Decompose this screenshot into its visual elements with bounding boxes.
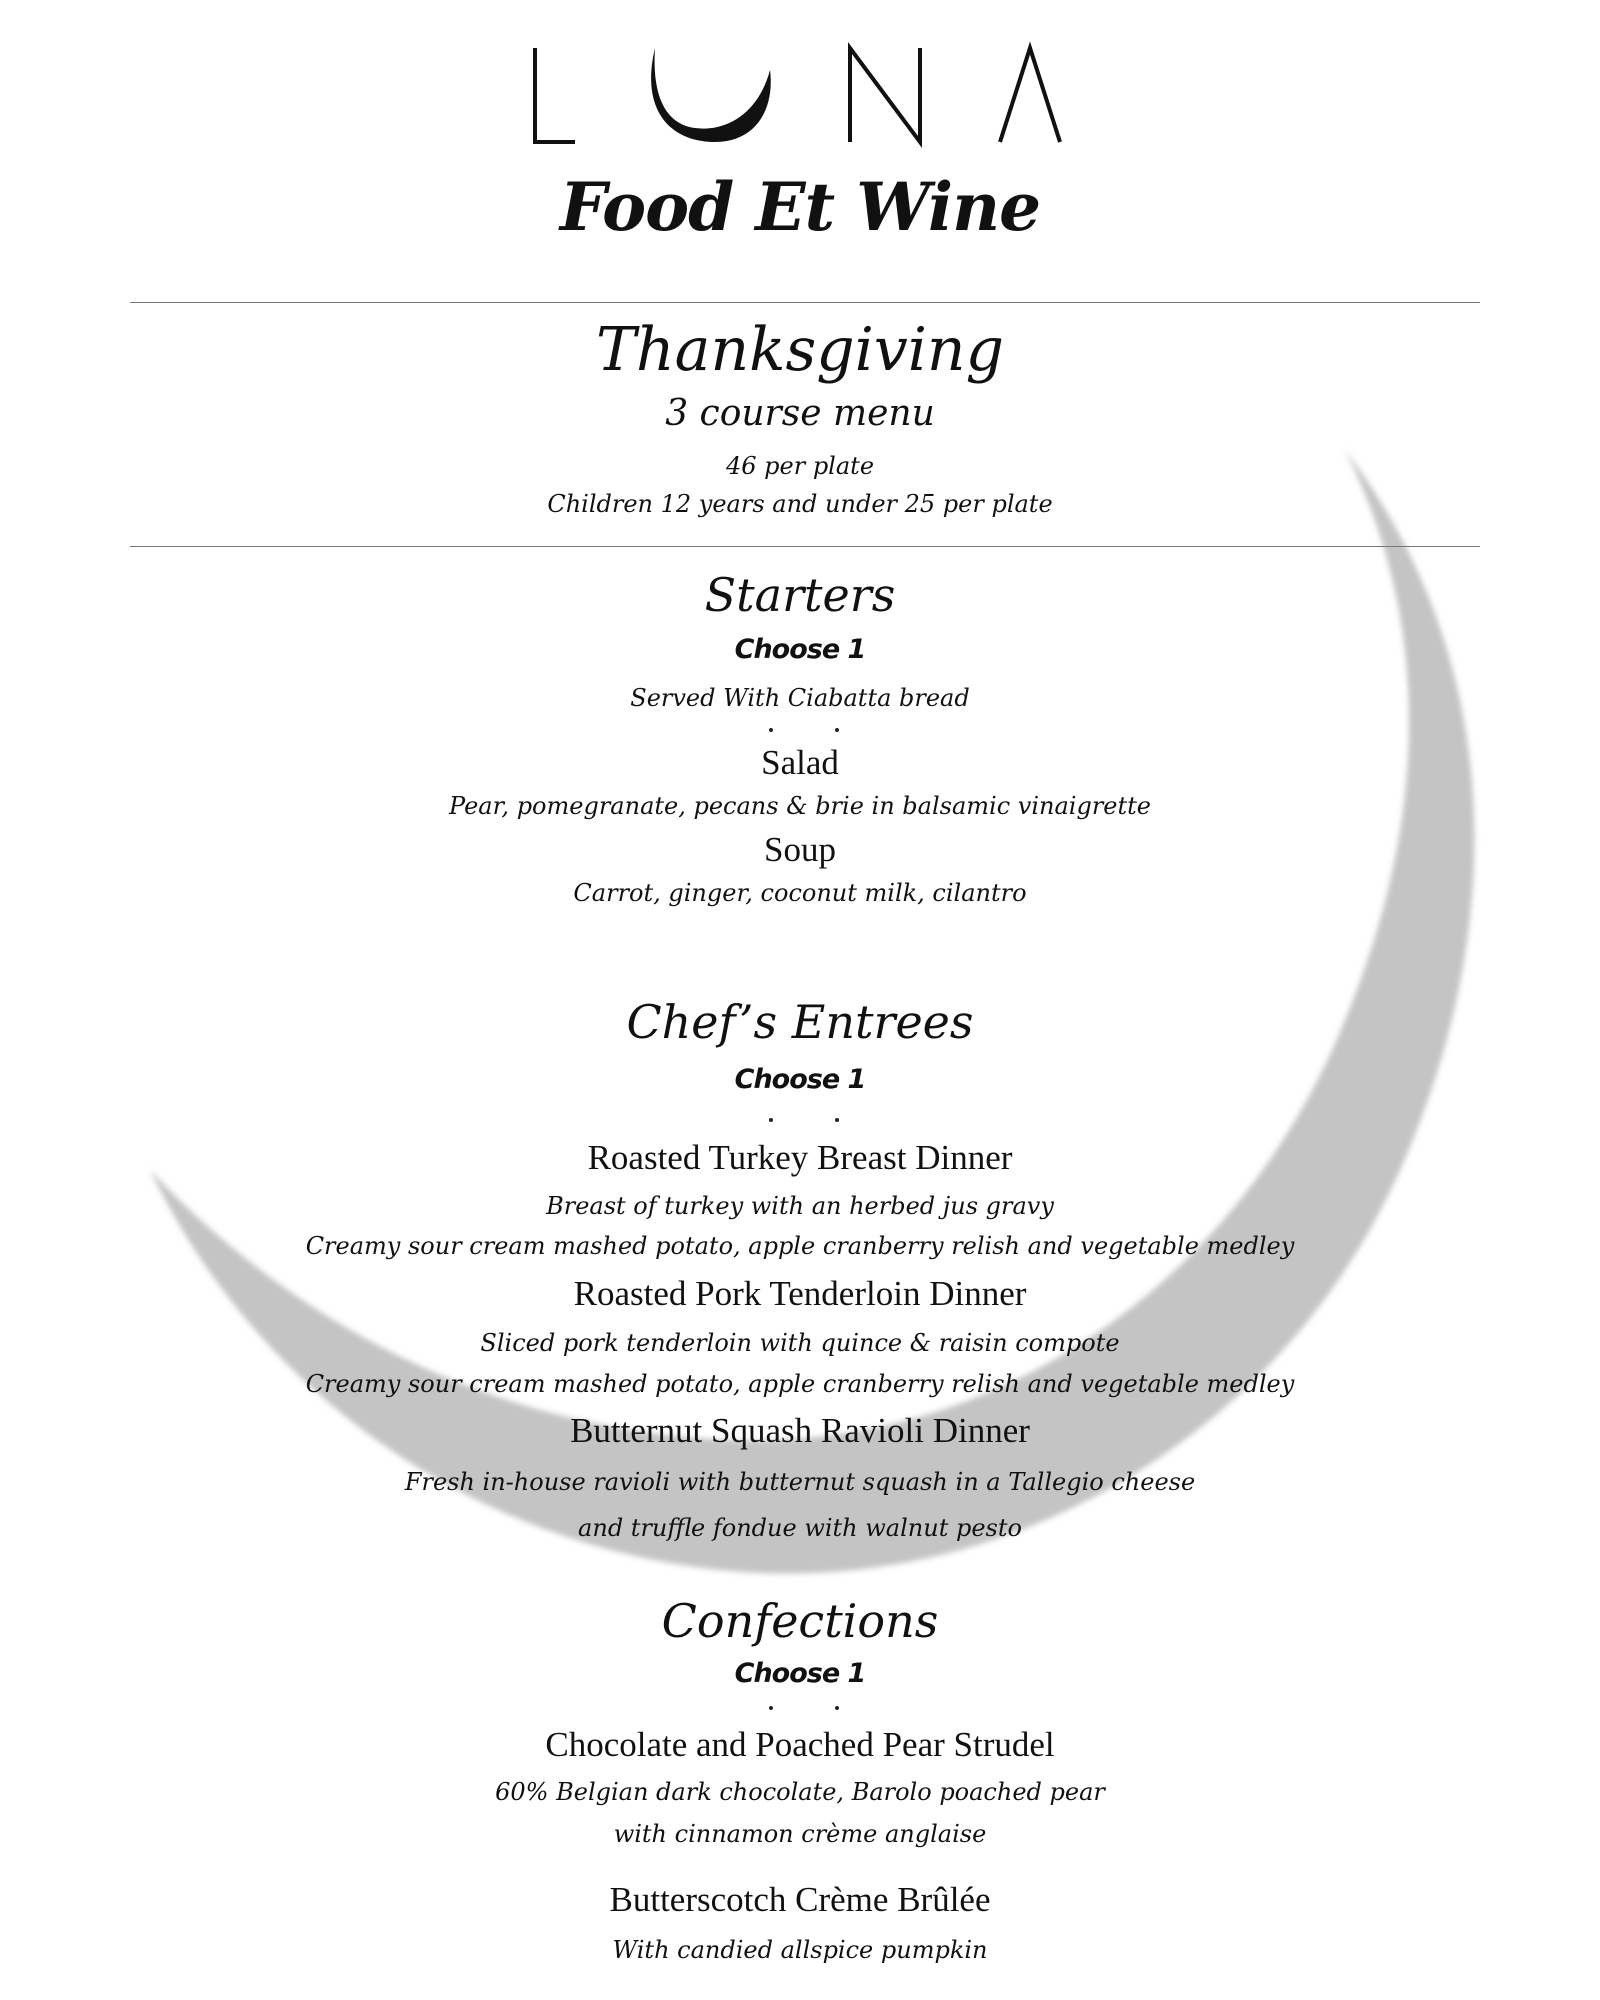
- starters-choose: Choose 1: [734, 634, 866, 665]
- price-adult: 46 per plate: [725, 452, 875, 480]
- starters-title: Starters: [704, 568, 896, 622]
- separator-dots: [0, 728, 1600, 734]
- entree-item-desc: Breast of turkey with an herbed jus gravy: [546, 1192, 1054, 1220]
- divider-top: [130, 302, 1480, 303]
- entree-item-desc: Sliced pork tenderloin with quince & raisin compote: [480, 1329, 1120, 1357]
- entrees-title: Chef’s Entrees: [626, 995, 974, 1049]
- luna-logo: [520, 40, 1080, 150]
- entree-item-desc: Creamy sour cream mashed potato, apple cranberry relish and vegetable medley: [305, 1232, 1295, 1260]
- entree-item-name: Roasted Pork Tenderloin Dinner: [573, 1274, 1027, 1313]
- starter-item-desc: Pear, pomegranate, pecans & brie in balsamic vinaigrette: [449, 792, 1151, 820]
- dessert-item-name: Butterscotch Crème Brûlée: [609, 1880, 991, 1919]
- entree-item-desc: Creamy sour cream mashed potato, apple cranberry relish and vegetable medley: [305, 1370, 1295, 1398]
- entree-item-desc: and truffle fondue with walnut pesto: [578, 1514, 1022, 1542]
- confections-title: Confections: [661, 1594, 939, 1648]
- logo-tagline: Food Et Wine: [559, 168, 1041, 246]
- entree-item-desc: Fresh in-house ravioli with butternut squash in a Tallegio cheese: [404, 1468, 1196, 1496]
- entree-item-name: Roasted Turkey Breast Dinner: [587, 1138, 1013, 1177]
- starters-note: Served With Ciabatta bread: [630, 684, 970, 712]
- dessert-item-desc: With candied allspice pumpkin: [612, 1936, 988, 1964]
- separator-dots: [0, 1118, 1600, 1124]
- separator-dots: [0, 1706, 1600, 1712]
- starter-item-name: Salad: [761, 743, 839, 782]
- dessert-item-desc: 60% Belgian dark chocolate, Barolo poached pear: [495, 1778, 1105, 1806]
- price-children: Children 12 years and under 25 per plate: [547, 490, 1053, 518]
- dessert-item-desc: with cinnamon crème anglaise: [613, 1820, 987, 1848]
- menu-subtitle: 3 course menu: [665, 393, 935, 434]
- menu-title: Thanksgiving: [596, 315, 1004, 385]
- starter-item-desc: Carrot, ginger, coconut milk, cilantro: [573, 879, 1027, 907]
- dessert-item-name: Chocolate and Poached Pear Strudel: [545, 1725, 1055, 1764]
- divider-middle: [130, 546, 1480, 547]
- entrees-choose: Choose 1: [734, 1064, 866, 1095]
- entree-item-name: Butternut Squash Ravioli Dinner: [570, 1411, 1030, 1450]
- confections-choose: Choose 1: [734, 1658, 866, 1689]
- starter-item-name: Soup: [764, 830, 836, 869]
